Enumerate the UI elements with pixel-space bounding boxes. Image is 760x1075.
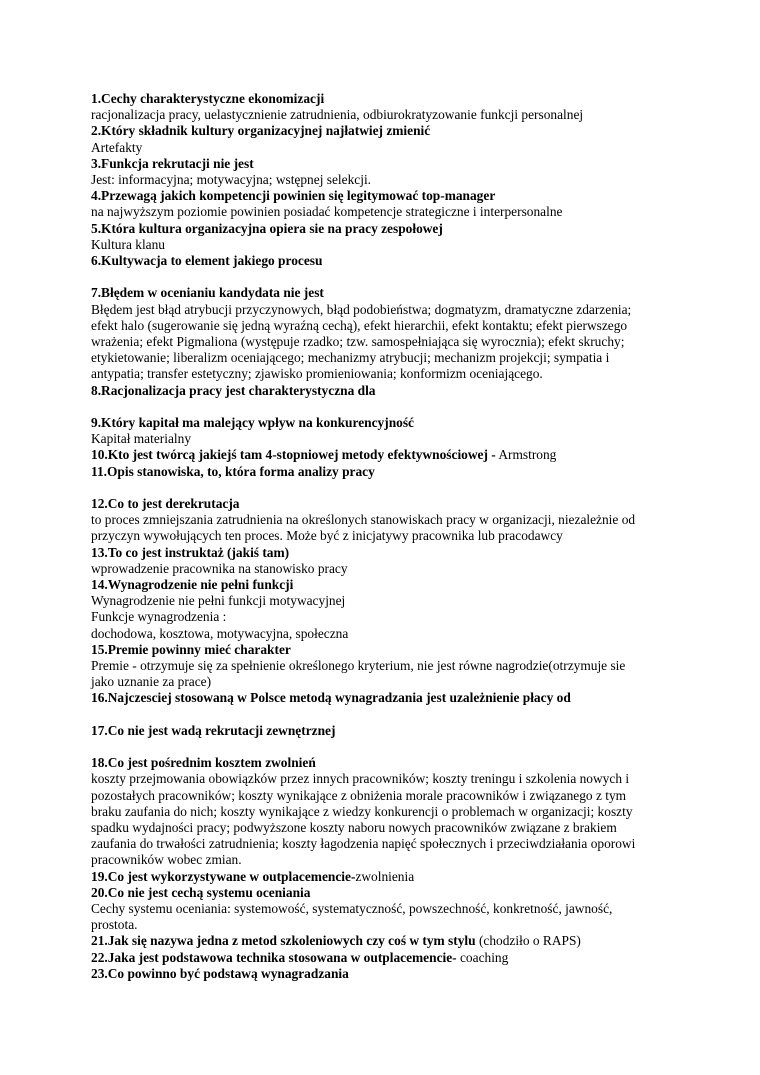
blank-line — [91, 739, 673, 755]
question-13: 13.To co jest instruktaż (jakiś tam) — [91, 544, 290, 560]
question-21-line — [91, 933, 673, 949]
answer-7-line: efekt halo (sugerowanie się jedną wyraźną cechą), efekt hierarchii, efekt kontaktu; efekt pierwszego — [91, 317, 628, 333]
answer-18-line: zaufania do trwałości zatrudnienia; koszty łagodzenia napięć społecznych i przeciwdziałania oporowi — [91, 836, 636, 852]
answer-18-line: koszty przejmowania obowiązków przez innych pracowników; koszty treningu i szkolenia nowych i — [91, 771, 630, 787]
answer-7-line: etykietowanie; liberalizm oceniającego; mechanizmy atrybucji; mechanizm projekcji; sympatia i — [91, 350, 610, 366]
answer-15-line: jako uznanie za prace) — [91, 674, 212, 690]
blank-line — [91, 707, 673, 723]
answer-18-line: pozostałych pracowników; koszty wynikające z obniżenia morale pracowników i związanego z tym — [91, 787, 627, 803]
question-2: 2.Który składnik kultury organizacyjnej najłatwiej zmienić — [91, 123, 431, 139]
question-14: 14.Wynagrodzenie nie pełni funkcji — [91, 577, 294, 593]
question-8: 8.Racjonalizacja pracy jest charakterystyczna dla — [91, 382, 376, 398]
question-1: 1.Cechy charakterystyczne ekonomizacji — [91, 91, 325, 106]
answer-2: Artefakty — [91, 139, 143, 155]
question-22-line — [91, 950, 673, 966]
answer-13: wprowadzenie pracownika na stanowisko pracy — [91, 560, 348, 576]
answer-19: zwolnienia — [355, 868, 415, 884]
question-4: 4.Przewagą jakich kompetencji powinien się legitymować top-manager — [91, 188, 496, 204]
question-12: 12.Co to jest derekrutacja — [91, 496, 240, 512]
answer-7-line: wrażenia; efekt Pigmaliona (występuje rzadko; tzw. samospełniająca się wyrocznia); efekt skruchy; — [91, 334, 625, 350]
blank-line — [91, 399, 673, 415]
document-body — [91, 91, 673, 982]
question-20: 20.Co nie jest cechą systemu oceniania — [91, 884, 311, 900]
question-22: 22.Jaka jest podstawowa technika stosowana w outplacemencie- — [91, 949, 457, 965]
answer-12-line: przyczyn wywołujących ten proces. Może być z inicjatywy pracownika lub pracodawcy — [91, 528, 563, 544]
answer-18-line: pracowników wobec zmian. — [91, 852, 242, 868]
answer-14-line: Wynagrodzenie nie pełni funkcji motywacyjnej — [91, 593, 346, 609]
answer-4: na najwyższym poziomie powinien posiadać kompetencje strategiczne i interpersonalne — [91, 204, 563, 220]
answer-7-line: antypatia; transfer estetyczny; zjawisko promieniowania; konformizm oceniającego. — [91, 366, 543, 382]
question-21: 21.Jak się nazywa jedna z metod szkoleniowych czy coś w tym stylu — [91, 933, 476, 949]
answer-22: coaching — [456, 949, 509, 965]
answer-1: racjonalizacja pracy, uelastycznienie zatrudnienia, odbiurokratyzowanie funkcji personalnej — [91, 107, 584, 123]
question-19-line — [91, 869, 673, 885]
question-10-line — [91, 447, 673, 463]
question-7: 7.Błędem w ocenianiu kandydata nie jest — [91, 285, 324, 301]
answer-3: Jest: informacyjna; motywacyjna; wstępnej selekcji. — [91, 172, 372, 188]
blank-line — [91, 480, 673, 496]
answer-18-line: braku zaufania do nich; koszty wynikające z wiedzy konkurencji o problemach w organizacji; koszty — [91, 803, 633, 819]
answer-7-line: Błędem jest błąd atrybucji przyczynowych, błąd podobieństwa; dogmatyzm, dramatyczne zdarzenia; — [91, 301, 632, 317]
answer-14-line: Funkcje wynagrodzenia : — [91, 609, 227, 625]
question-9: 9.Który kapitał ma malejący wpływ na konkurencyjność — [91, 415, 414, 431]
question-15: 15.Premie powinny mieć charakter — [91, 641, 291, 657]
answer-20-line: prostota. — [91, 917, 138, 933]
answer-18-line: spadku wydajności pracy; podwyższone koszty naboru nowych pracowników związane z brakiem — [91, 820, 617, 836]
question-17: 17.Co nie jest wadą rekrutacji zewnętrznej — [91, 722, 336, 738]
answer-10: Armstrong — [495, 447, 557, 463]
blank-line — [91, 269, 673, 285]
question-10: 10.Kto jest twórcą jakiejś tam 4-stopniowej metody efektywnościowej - — [91, 447, 496, 463]
question-5: 5.Która kultura organizacyjna opiera sie na pracy zespołowej — [91, 220, 443, 236]
question-23: 23.Co powinno być podstawą wynagradzania — [91, 965, 349, 981]
answer-9: Kapitał materialny — [91, 431, 192, 447]
answer-14-line: dochodowa, kosztowa, motywacyjna, społeczna — [91, 625, 349, 641]
answer-15-line: Premie - otrzymuje się za spełnienie określonego kryterium, nie jest równe nagrodzie(otrzymuje sie — [91, 658, 626, 674]
question-19: 19.Co jest wykorzystywane w outplacemencie- — [91, 868, 356, 884]
answer-21: (chodziło o RAPS) — [475, 933, 581, 949]
question-18: 18.Co jest pośrednim kosztem zwolnień — [91, 755, 316, 771]
answer-5: Kultura klanu — [91, 236, 166, 252]
question-16: 16.Najczesciej stosowaną w Polsce metodą wynagradzania jest uzależnienie płacy od — [91, 690, 571, 706]
question-6: 6.Kultywacja to element jakiego procesu — [91, 253, 323, 269]
answer-12-line: to proces zmniejszania zatrudnienia na określonych stanowiskach pracy w organizacji, niezależnie od — [91, 512, 636, 528]
answer-20-line: Cechy systemu oceniania: systemowość, systematyczność, powszechność, konkretność, jawność, — [91, 901, 613, 917]
question-11: 11.Opis stanowiska, to, która forma analizy pracy — [91, 463, 375, 479]
question-3: 3.Funkcja rekrutacji nie jest — [91, 155, 254, 171]
